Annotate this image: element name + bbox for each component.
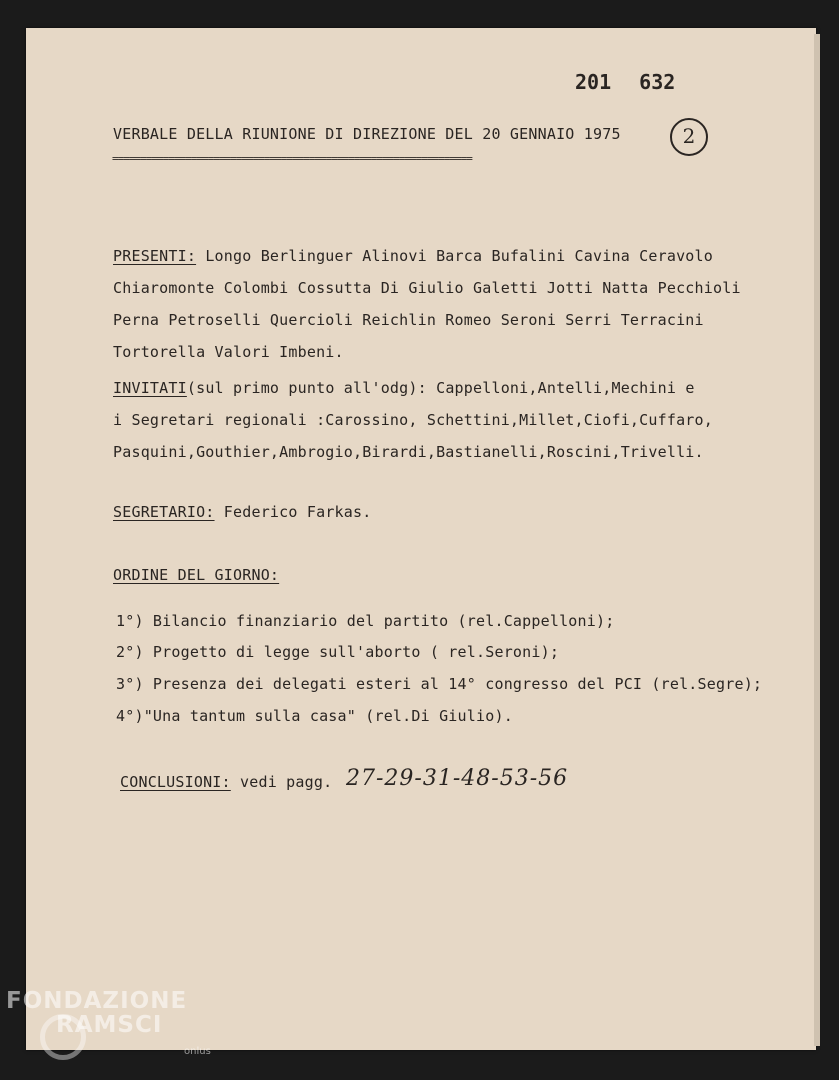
presenti-text-1: Longo Berlinguer Alinovi Barca Bufalini Cavina Ceravolo: [205, 247, 714, 265]
invitati-line-3: Pasquini,Gouthier,Ambrogio,Birardi,Bastianelli,Roscini,Trivelli.: [113, 443, 704, 461]
presenti-line-3: Perna Petroselli Quercioli Reichlin Romeo Seroni Serri Terracini: [113, 311, 704, 329]
ordine-item-3: 3°) Presenza dei delegati esteri al 14° congresso del PCI (rel.Segre);: [116, 675, 763, 693]
watermark-line-3: onlus: [184, 1046, 211, 1057]
presenti-line-2: Chiaromonte Colombi Cossutta Di Giulio Galetti Jotti Natta Pecchioli: [113, 279, 741, 297]
handwritten-page-mark: 2: [670, 118, 708, 156]
document-page: [26, 28, 816, 1050]
conclusioni-line: [120, 773, 332, 791]
page-edge: [814, 34, 820, 1046]
reverse-side-bleed-through: [26, 28, 816, 1050]
title-rule: ================================================================: [112, 152, 472, 165]
invitati-text-1: (sul primo punto all'odg): Cappelloni,Antelli,Mechini e: [186, 379, 695, 397]
conclusioni-label: CONCLUSIONI:: [120, 773, 231, 791]
ordine-item-2: 2°) Progetto di legge sull'aborto ( rel.Seroni);: [116, 643, 560, 661]
segretario-line: [113, 503, 371, 521]
segretario-name: Federico Farkas.: [223, 503, 372, 521]
conclusioni-text: vedi pagg.: [240, 773, 333, 791]
document-title: VERBALE DELLA RIUNIONE DI DIREZIONE DEL 20 GENNAIO 1975: [113, 125, 621, 143]
watermark-g-logo-icon: [40, 1014, 86, 1060]
fondazione-gramsci-watermark: [6, 988, 211, 1057]
presenti-line-1: [113, 247, 713, 265]
presenti-label: PRESENTI:: [113, 247, 197, 265]
ordine-item-4: 4°)"Una tantum sulla casa" (rel.Di Giulio).: [116, 707, 513, 725]
watermark-line-1: FONDAZIONE: [6, 988, 188, 1014]
ordine-item-1: 1°) Bilancio finanziario del partito (rel.Cappelloni);: [116, 612, 615, 630]
watermark-line-2: RAMSCI: [56, 1012, 163, 1038]
handwritten-page-refs: 27-29-31-48-53-56: [346, 766, 569, 791]
invitati-line-2: i Segretari regionali :Carossino, Schettini,Millet,Ciofi,Cuffaro,: [113, 411, 713, 429]
document-number: 201 632: [575, 70, 676, 94]
invitati-label: INVITATI: [113, 379, 187, 397]
ordine-label: ORDINE DEL GIORNO:: [113, 566, 280, 584]
presenti-line-4: Tortorella Valori Imbeni.: [113, 343, 344, 361]
invitati-line-1: [113, 379, 695, 397]
segretario-label: SEGRETARIO:: [113, 503, 215, 521]
